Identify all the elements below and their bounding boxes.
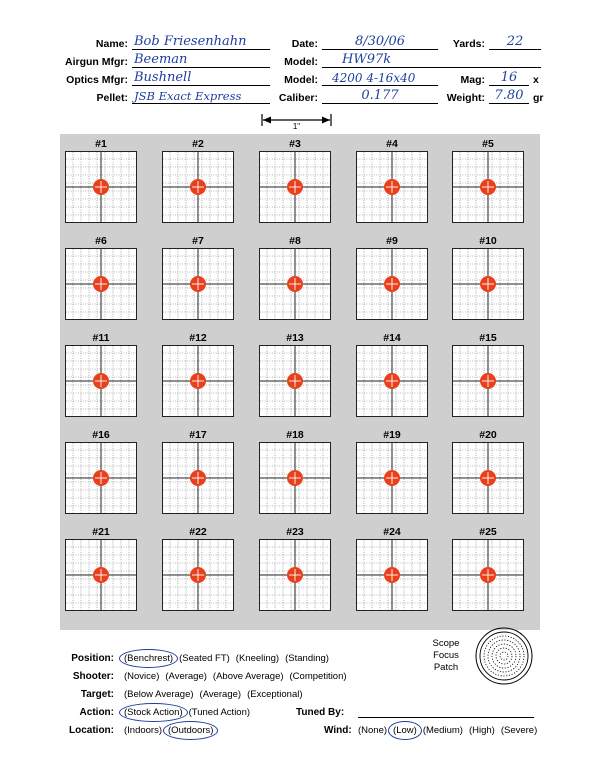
scale-label: 1": [292, 122, 301, 131]
position-option[interactable]: (Kneeling): [235, 653, 280, 664]
target-label: #25: [479, 526, 497, 538]
target-12: [162, 331, 234, 417]
position-option[interactable]: (Seated FT): [179, 653, 230, 664]
wind-option[interactable]: (Medium): [422, 725, 463, 736]
caliber-value: 0.177: [361, 88, 399, 103]
scope-focus-line1: Scope: [432, 638, 460, 649]
target-17: [162, 428, 234, 514]
weight-field[interactable]: [489, 88, 529, 104]
target-10: [452, 234, 524, 320]
caliber-field[interactable]: [322, 88, 438, 104]
target-label: #24: [383, 526, 401, 538]
target-4: [356, 137, 428, 223]
pellet-label: Pellet:: [96, 92, 128, 104]
pellet-field[interactable]: [132, 88, 270, 104]
wind-label: Wind:: [324, 725, 352, 736]
action-label: Action:: [79, 707, 114, 718]
target-label: #12: [189, 332, 207, 344]
target-15: [452, 331, 524, 417]
target-grid: [162, 539, 234, 611]
position-option[interactable]: (Standing): [285, 653, 329, 664]
target-18: [259, 428, 331, 514]
target-label: #1: [95, 138, 107, 150]
target-grid: [259, 151, 331, 223]
name-value: Bob Friesenhahn: [134, 34, 247, 49]
target-23: [259, 525, 331, 611]
target-24: [356, 525, 428, 611]
target-label: #3: [289, 138, 301, 150]
pellet-value: JSB Exact Express: [134, 89, 242, 103]
shooter-option[interactable]: (Competition): [289, 671, 347, 682]
weight-label: Weight:: [446, 92, 485, 104]
target-9: [356, 234, 428, 320]
optics-value: Bushnell: [134, 70, 192, 85]
target-grid: [65, 345, 137, 417]
shooter-option[interactable]: (Above Average): [212, 671, 284, 682]
yards-field[interactable]: [489, 34, 541, 50]
target-6: [65, 234, 137, 320]
optics-model-label: Model:: [284, 74, 318, 86]
mag-label: Mag:: [460, 74, 485, 86]
target-grid: [65, 539, 137, 611]
one-inch-scale: [261, 113, 332, 135]
target-22: [162, 525, 234, 611]
target-grid: [356, 345, 428, 417]
target-label: #19: [383, 429, 401, 441]
location-option[interactable]: (Outdoors): [168, 725, 214, 736]
target-2: [162, 137, 234, 223]
target-grid: [356, 539, 428, 611]
tuned-by-label: Tuned By:: [296, 707, 345, 718]
airgun-model-value: HW97k: [342, 52, 392, 67]
target-label: #8: [289, 235, 301, 247]
target-quality-option[interactable]: (Average): [199, 689, 242, 700]
target-grid: [259, 345, 331, 417]
airgun-label: Airgun Mfgr:: [65, 56, 128, 68]
location-option[interactable]: (Indoors): [124, 725, 163, 736]
target-label: #11: [92, 332, 110, 344]
airgun-model-label: Model:: [284, 56, 318, 68]
target-label: #14: [383, 332, 401, 344]
target-grid: [452, 539, 524, 611]
mag-field[interactable]: [489, 70, 529, 86]
target-7: [162, 234, 234, 320]
target-label: #10: [479, 235, 497, 247]
location-label: Location:: [69, 725, 114, 736]
target-grid: [162, 442, 234, 514]
target-label: #7: [192, 235, 204, 247]
target-grid: [356, 442, 428, 514]
target-1: [65, 137, 137, 223]
target-20: [452, 428, 524, 514]
wind-option[interactable]: (High): [468, 725, 495, 736]
target-label: #5: [482, 138, 494, 150]
wind-option[interactable]: (None): [358, 725, 388, 736]
optics-field[interactable]: [132, 70, 270, 86]
target-grid: [452, 151, 524, 223]
optics-model-field[interactable]: [322, 70, 438, 86]
name-field[interactable]: [132, 34, 270, 50]
action-option[interactable]: (Tuned Action): [188, 707, 251, 718]
target-label: #6: [95, 235, 107, 247]
airgun-field[interactable]: [132, 52, 270, 68]
airgun-model-field[interactable]: [322, 52, 541, 68]
target-grid: [65, 248, 137, 320]
target-quality-option[interactable]: (Exceptional): [247, 689, 303, 700]
wind-options: [358, 725, 543, 736]
scope-focus-patch-icon: [474, 626, 534, 686]
date-value: 8/30/06: [354, 34, 406, 49]
shooter-option[interactable]: (Novice): [124, 671, 160, 682]
target-grid: [356, 248, 428, 320]
target-25: [452, 525, 524, 611]
mag-value: 16: [500, 70, 518, 85]
position-option[interactable]: (Benchrest): [124, 653, 174, 664]
yards-label: Yards:: [452, 38, 485, 50]
airgun-value: Beeman: [134, 52, 188, 67]
scope-focus-line2: Focus: [433, 650, 459, 661]
target-21: [65, 525, 137, 611]
yards-value: 22: [506, 34, 524, 49]
target-3: [259, 137, 331, 223]
optics-label: Optics Mfgr:: [66, 74, 128, 86]
target-grid: [452, 345, 524, 417]
target-grid: [452, 248, 524, 320]
date-field[interactable]: [322, 34, 438, 50]
target-8: [259, 234, 331, 320]
target-label: #15: [479, 332, 497, 344]
name-label: Name:: [95, 38, 128, 50]
targets-panel: [60, 134, 540, 630]
action-options: [124, 707, 256, 718]
target-grid: [162, 345, 234, 417]
weight-unit: gr: [533, 92, 544, 104]
tuned-by-field[interactable]: [358, 703, 534, 718]
target-quality-options: [124, 689, 309, 700]
target-5: [452, 137, 524, 223]
target-label: #13: [286, 332, 304, 344]
target-label: #22: [189, 526, 207, 538]
target-grid: [162, 248, 234, 320]
target-16: [65, 428, 137, 514]
target-grid: [162, 151, 234, 223]
mag-unit: x: [533, 74, 539, 86]
target-label: #16: [92, 429, 110, 441]
position-label: Position:: [71, 653, 114, 664]
target-label: #4: [386, 138, 398, 150]
target-label: #2: [192, 138, 204, 150]
scope-focus-caption: [426, 638, 466, 674]
action-option[interactable]: (Stock Action): [124, 707, 183, 718]
location-options: [124, 725, 219, 736]
target-19: [356, 428, 428, 514]
weight-value: 7.80: [494, 88, 524, 103]
shooter-option[interactable]: (Average): [165, 671, 207, 682]
target-label: #21: [92, 526, 110, 538]
target-label: #23: [286, 526, 304, 538]
target-label: #20: [479, 429, 497, 441]
wind-option[interactable]: (Low): [393, 725, 417, 736]
position-options: [124, 653, 335, 664]
shooter-options: [124, 671, 353, 682]
target-13: [259, 331, 331, 417]
target-grid: [259, 539, 331, 611]
target-label: #17: [189, 429, 207, 441]
target-grid: [452, 442, 524, 514]
target-grid: [65, 442, 137, 514]
target-grid: [259, 442, 331, 514]
optics-model-value: 4200 4-16x40: [332, 71, 416, 85]
caliber-label: Caliber:: [278, 92, 318, 104]
target-14: [356, 331, 428, 417]
target-quality-label: Target:: [80, 689, 114, 700]
wind-option[interactable]: (Severe): [500, 725, 538, 736]
scope-focus-line3: Patch: [433, 662, 459, 673]
date-label: Date:: [291, 38, 318, 50]
target-label: #18: [286, 429, 304, 441]
target-11: [65, 331, 137, 417]
target-grid: [259, 248, 331, 320]
target-grid: [356, 151, 428, 223]
target-grid: [65, 151, 137, 223]
target-label: #9: [386, 235, 398, 247]
shooter-label: Shooter:: [72, 671, 114, 682]
target-quality-option[interactable]: (Below Average): [124, 689, 194, 700]
